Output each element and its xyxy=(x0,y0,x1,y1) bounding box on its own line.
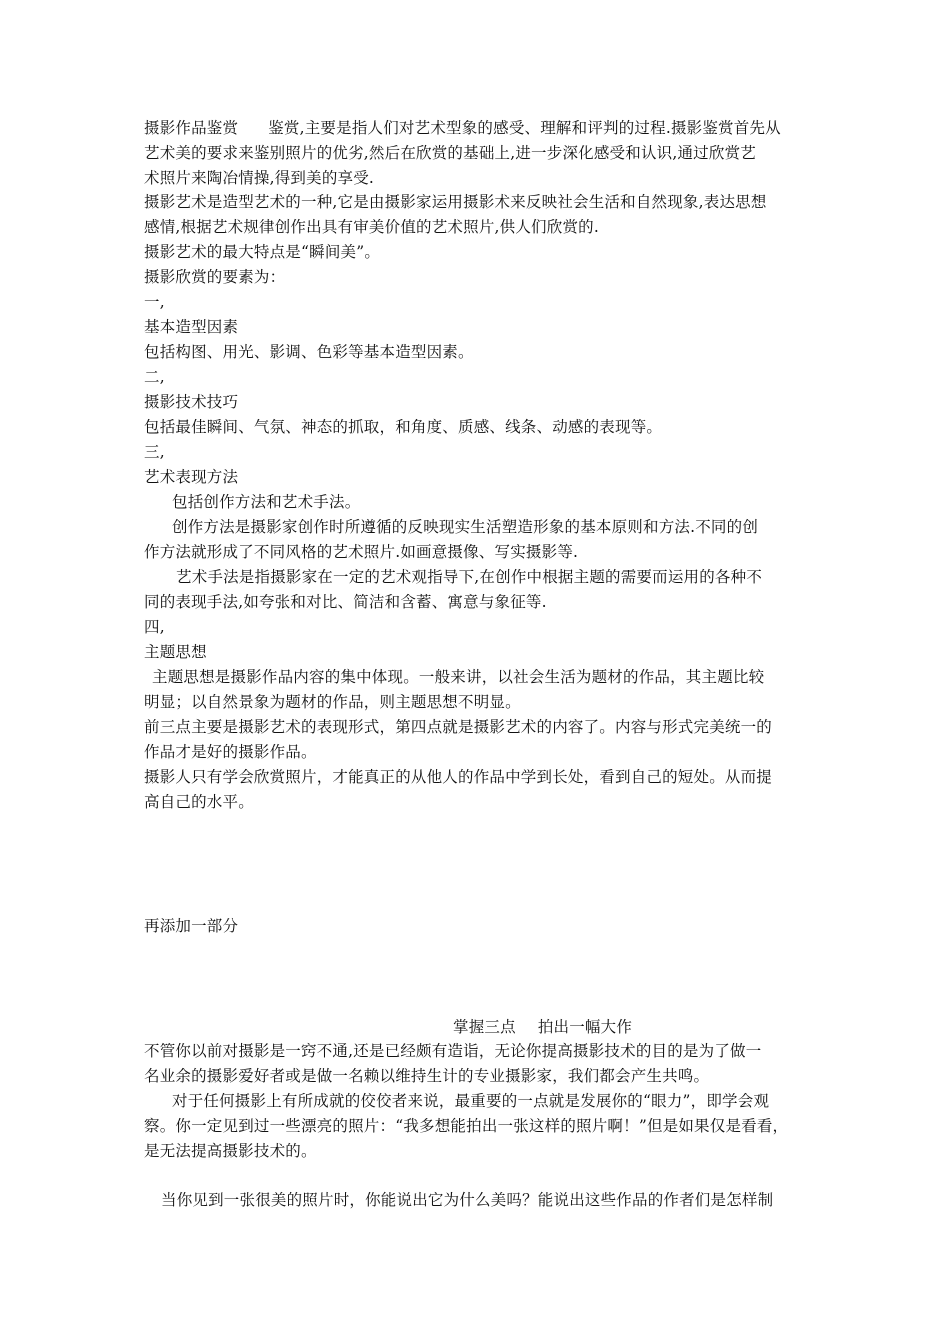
paragraph-line: 明显；以自然景象为题材的作品，则主题思想不明显。 xyxy=(144,693,521,711)
section-number: 四, xyxy=(144,618,165,636)
paragraph-line: 主题思想是摄影作品内容的集中体现。一般来讲，以社会生活为题材的作品，其主题比较 xyxy=(152,668,765,686)
paragraph-line: 包括构图、用光、影调、色彩等基本造型因素。 xyxy=(144,343,474,361)
section-heading: 摄影技术技巧 xyxy=(144,393,239,411)
section-number: 二, xyxy=(144,368,165,386)
added-section-label: 再添加一部分 xyxy=(144,917,239,935)
paragraph-line: 对于任何摄影上有所成就的佼佼者来说，最重要的一点就是发展你的“眼力”，即学会观 xyxy=(172,1092,770,1110)
paragraph-line: 术照片来陶冶情操,得到美的享受. xyxy=(144,169,375,187)
paragraph-line xyxy=(144,116,814,140)
paragraph-line: 艺术手法是指摄影家在一定的艺术观指导下,在创作中根据主题的需要而运用的各种不 xyxy=(176,568,763,586)
article-title: 掌握三点 拍出一幅大作 xyxy=(453,1018,633,1036)
section-heading: 艺术表现方法 xyxy=(144,468,239,486)
paragraph-line: 艺术美的要求来鉴别照片的优劣,然后在欣赏的基础上,进一步深化感受和认识,通过欣赏艺 xyxy=(144,144,756,162)
paragraph-line: 作方法就形成了不同风格的艺术照片.如画意摄像、写实摄影等. xyxy=(144,543,579,561)
paragraph-line: 名业余的摄影爱好者或是做一名赖以维持生计的专业摄影家，我们都会产生共鸣。 xyxy=(144,1067,710,1085)
section-heading: 主题思想 xyxy=(144,643,207,661)
paragraph-line: 高自己的水平。 xyxy=(144,793,254,811)
paragraph-line: 前三点主要是摄影艺术的表现形式，第四点就是摄影艺术的内容了。内容与形式完美统一的 xyxy=(144,718,773,736)
paragraph-line: 感情,根据艺术规律创作出具有审美价值的艺术照片,供人们欣赏的. xyxy=(144,218,599,236)
paragraph-line: 包括创作方法和艺术手法。 xyxy=(172,493,361,511)
paragraph-line: 作品才是好的摄影作品。 xyxy=(144,743,317,761)
paragraph-line: 摄影欣赏的要素为： xyxy=(144,268,286,286)
section-heading: 基本造型因素 xyxy=(144,318,239,336)
document-title: 摄影作品鉴赏 xyxy=(144,119,239,137)
intro-text: 鉴赏,主要是指人们对艺术型象的感受、理解和评判的过程.摄影鉴赏首先从 xyxy=(268,119,781,137)
paragraph-line: 不管你以前对摄影是一窍不通,还是已经颇有造诣，无论你提高摄影技术的目的是为了做一 xyxy=(144,1042,762,1060)
section-number: 三, xyxy=(144,443,165,461)
paragraph-line: 摄影艺术是造型艺术的一种,它是由摄影家运用摄影术来反映社会生活和自然现象,表达思想 xyxy=(144,193,767,211)
paragraph-line: 同的表现手法,如夸张和对比、简洁和含蓄、寓意与象征等. xyxy=(144,593,547,611)
paragraph-line: 是无法提高摄影技术的。 xyxy=(144,1142,317,1160)
paragraph-line: 创作方法是摄影家创作时所遵循的反映现实生活塑造形象的基本原则和方法.不同的创 xyxy=(172,518,759,536)
paragraph-line: 当你见到一张很美的照片时，你能说出它为什么美吗？能说出这些作品的作者们是怎样制 xyxy=(161,1191,774,1209)
paragraph-line: 摄影人只有学会欣赏照片，才能真正的从他人的作品中学到长处，看到自己的短处。从而提 xyxy=(144,768,773,786)
paragraph-line: 察。你一定见到过一些漂亮的照片：“我多想能拍出一张这样的照片啊！”但是如果仅是看看， xyxy=(144,1117,789,1135)
section-number: 一, xyxy=(144,293,165,311)
paragraph-line: 摄影艺术的最大特点是“瞬间美”。 xyxy=(144,243,381,261)
paragraph-line: 包括最佳瞬间、气氛、神态的抓取，和角度、质感、线条、动感的表现等。 xyxy=(144,418,663,436)
